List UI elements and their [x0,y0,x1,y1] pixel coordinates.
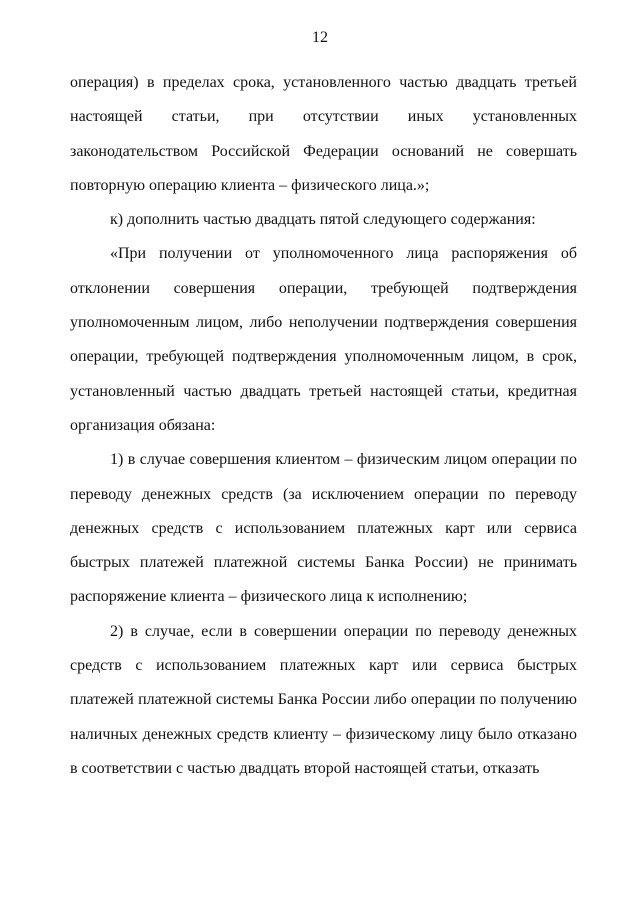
paragraph-item-1: 1) в случае совершения клиентом – физическим лицом операции по переводу денежных средств (за исключением операции по переводу денежных средств с использованием платежных карт или сервиса быстрых платежей платежной системы Банка России) не принимать распоряжение клиента – физического лица к исполнению; [70,451,577,606]
paragraph-subitem-k: к) дополнить частью двадцать пятой следующего содержания: [110,211,536,229]
paragraph-part-25-intro: «При получении от уполномоченного лица распоряжения об отклонении совершения операции, требующей подтверждения уполномоченным лицом, либо неполучении подтверждения совершения операции, требующей подтверждения уполномоченным лицом, в срок, установленный частью двадцать третьей настоящей статьи, кредитная организация обязана: [70,245,577,434]
paragraph-continuation: операция) в пределах срока, установленного частью двадцать третьей настоящей статьи, при отсутствии иных установленных законодательством Российской Федерации оснований не совершать повторную операцию клиента – физического лица.»; [70,74,577,194]
document-body [70,66,577,786]
page-number: 12 [312,29,328,46]
paragraph-item-2: 2) в случае, если в совершении операции по переводу денежных средств с использованием платежных карт или сервиса быстрых платежей платежной системы Банка России либо операции по получению наличных денежных средств клиенту – физическому лицу было отказано в соответствии с частью двадцать второй настоящей статьи, отказать [70,622,577,777]
